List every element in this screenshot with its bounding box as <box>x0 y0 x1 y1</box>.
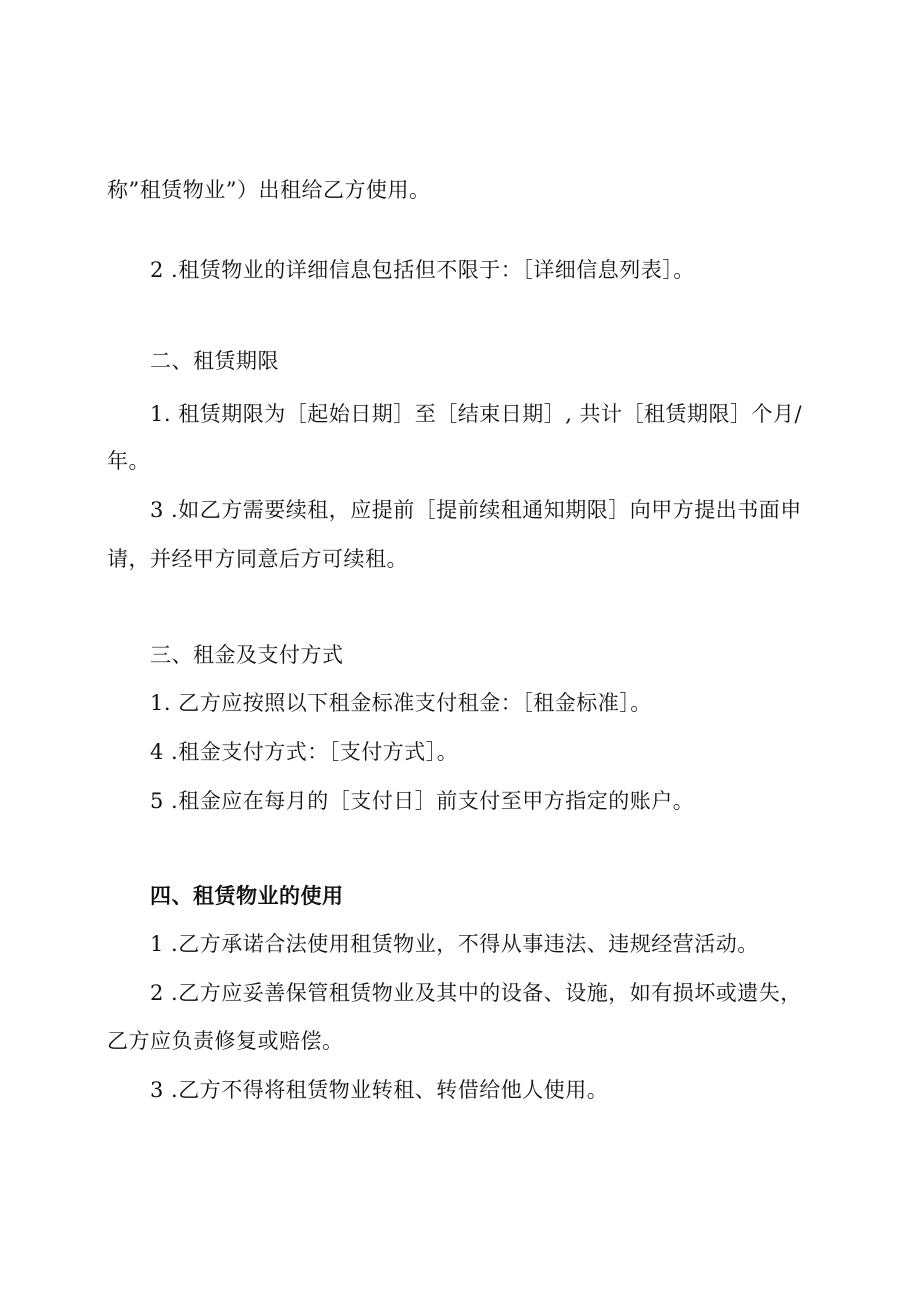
paragraph-line: 乙方应负责修复或赔偿。 <box>107 1029 344 1053</box>
section-heading: 四、租赁物业的使用 <box>150 884 344 908</box>
paragraph-line: 5 .租金应在每月的［支付日］前支付至甲方指定的账户。 <box>150 789 695 813</box>
paragraph-line: 请，并经甲方同意后方可续租。 <box>107 547 408 571</box>
paragraph-line: 3 .如乙方需要续租，应提前［提前续租通知期限］向甲方提出书面申 <box>150 498 802 522</box>
paragraph-line: 年。 <box>107 449 150 473</box>
paragraph-line: 4 .租金支付方式：［支付方式］。 <box>150 740 459 764</box>
paragraph-line: 1. 乙方应按照以下租金标准支付租金：［租金标准］。 <box>150 691 652 715</box>
paragraph-line: 3 .乙方不得将租赁物业转租、转借给他人使用。 <box>150 1078 609 1102</box>
paragraph-line: 1 .乙方承诺合法使用租赁物业，不得从事违法、违规经营活动。 <box>150 932 759 956</box>
section-heading: 三、租金及支付方式 <box>150 643 344 667</box>
paragraph-line: 2 .乙方应妥善保管租赁物业及其中的设备、设施，如有损坏或遗失， <box>150 981 802 1005</box>
section-heading: 二、租赁期限 <box>150 349 279 373</box>
paragraph-line: 2 .租赁物业的详细信息包括但不限于：［详细信息列表］。 <box>150 258 695 282</box>
paragraph-line: 称”租赁物业”）出租给乙方使用。 <box>107 178 431 202</box>
paragraph-line: 1. 租赁期限为［起始日期］至［结束日期］, 共计［租赁期限］个月/ <box>150 402 803 426</box>
